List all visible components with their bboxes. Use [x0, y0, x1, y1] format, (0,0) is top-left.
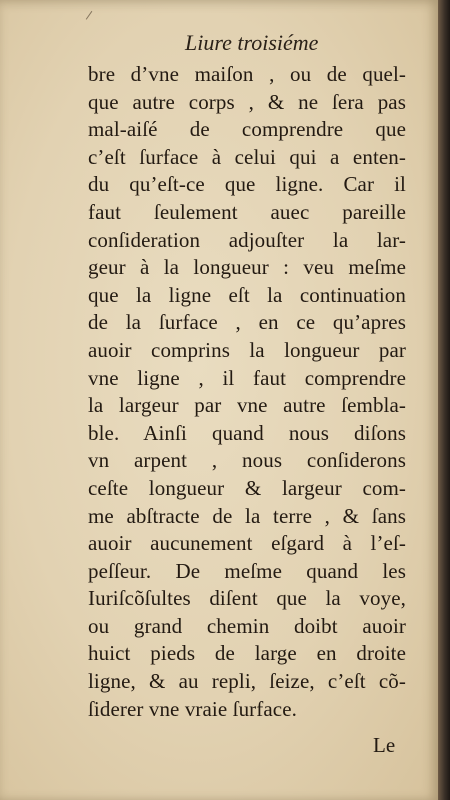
text-line: faut ſeulement auec pareille [88, 199, 406, 224]
text-line: ſiderer vne vraie ſurface. [88, 696, 297, 721]
ink-mark [86, 11, 97, 23]
text-line: peſſeur. De meſme quand les [88, 558, 406, 583]
text-line: huict pieds de large en droite [88, 641, 406, 666]
text-line: auoir aucunement eſgard à l’eſ- [88, 531, 406, 556]
body-text [88, 61, 406, 723]
text-line: que autre corps , & ne ſera pas [88, 89, 406, 114]
text-line: bre d’vne maiſon , ou de quel- [88, 62, 406, 86]
text-line: ble. Ainſi quand nous diſons [88, 420, 406, 445]
text-line: me abſtracte de la terre , & ſans [88, 503, 406, 528]
page-edge-shadow [438, 0, 450, 800]
running-head: Liure troisiéme [185, 30, 319, 55]
catchword: Le [373, 733, 396, 757]
text-line: vne ligne , il faut comprendre [88, 365, 406, 390]
text-line: mal-aiſé de comprendre que [88, 117, 406, 142]
text-line: que la ligne eſt la continuation [88, 282, 406, 307]
text-line: ou grand chemin doibt auoir [88, 613, 406, 638]
text-line: conſideration adjouſter la lar- [88, 227, 406, 252]
text-line: de la ſurface , en ce qu’apres [88, 310, 406, 335]
text-line: du qu’eſt-ce que ligne. Car il [88, 172, 406, 197]
text-line: auoir comprins la longueur par [88, 337, 406, 362]
text-line: c’eſt ſurface à celui qui a enten- [88, 144, 406, 169]
text-line: Iuriſcõſultes diſent que la voye, [88, 586, 406, 611]
text-line: la largeur par vne autre ſembla- [88, 393, 406, 418]
text-line: ceſte longueur & largeur com- [88, 475, 406, 500]
text-line: geur à la longueur : veu meſme [88, 255, 406, 280]
text-line: ligne, & au repli, ſeize, c’eſt cõ- [88, 669, 406, 694]
text-line: vn arpent , nous conſiderons [88, 448, 406, 473]
